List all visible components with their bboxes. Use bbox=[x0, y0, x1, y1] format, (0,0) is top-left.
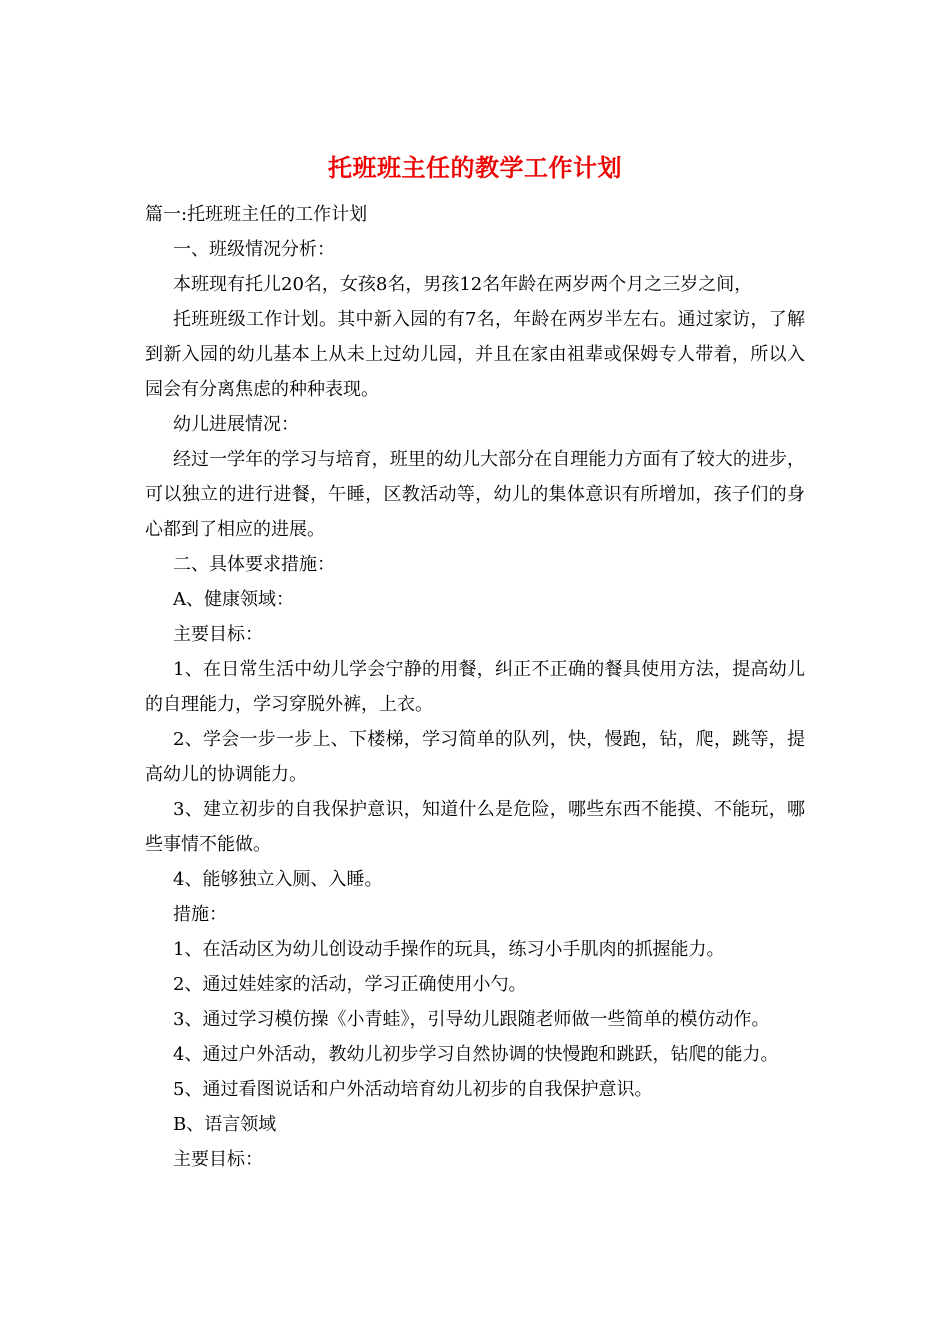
paragraph: 1、在活动区为幼儿创设动手操作的玩具，练习小手肌肉的抓握能力。 bbox=[173, 939, 725, 960]
paragraph: 4、能够独立入厕、入睡。 bbox=[173, 869, 383, 890]
paragraph: 主要目标： bbox=[173, 1149, 263, 1170]
paragraph: 一、班级情况分析： bbox=[173, 239, 335, 260]
paragraph: 3、建立初步的自我保护意识，知道什么是危险，哪些东西不能摸、不能玩，哪些事情不能做。 bbox=[145, 799, 805, 855]
paragraph: 篇一:托班班主任的工作计划 bbox=[145, 204, 368, 225]
document-title: 托班班主任的教学工作计划 bbox=[328, 153, 622, 182]
paragraph: 2、学会一步一步上、下楼梯，学习简单的队列，快，慢跑，钻，爬，跳等，提高幼儿的协调能力。 bbox=[145, 729, 805, 785]
paragraph: B、语言领域 bbox=[173, 1114, 277, 1135]
paragraph: 托班班级工作计划。其中新入园的有7名，年龄在两岁半左右。通过家访，了解到新入园的幼儿基本上从未上过幼儿园，并且在家由祖辈或保姆专人带着，所以入园会有分离焦虑的种种表现。 bbox=[145, 309, 805, 400]
paragraph: 本班现有托儿20名，女孩8名，男孩12名年龄在两岁两个月之三岁之间， bbox=[173, 274, 753, 295]
paragraph: 幼儿进展情况： bbox=[173, 414, 299, 435]
paragraph: 2、通过娃娃家的活动，学习正确使用小勺。 bbox=[173, 974, 527, 995]
paragraph: 1、在日常生活中幼儿学会宁静的用餐，纠正不正确的餐具使用方法，提高幼儿的自理能力，学习穿脱外裤，上衣。 bbox=[145, 659, 805, 715]
document-body bbox=[145, 197, 805, 1177]
paragraph: 主要目标： bbox=[173, 624, 263, 645]
paragraph: 经过一学年的学习与培育，班里的幼儿大部分在自理能力方面有了较大的进步，可以独立的进行进餐，午睡，区教活动等，幼儿的集体意识有所增加，孩子们的身心都到了相应的进展。 bbox=[145, 449, 805, 540]
paragraph: 5、通过看图说话和户外活动培育幼儿初步的自我保护意识。 bbox=[173, 1079, 653, 1100]
paragraph: A、健康领域： bbox=[173, 589, 294, 610]
paragraph: 二、具体要求措施： bbox=[173, 554, 335, 575]
paragraph: 3、通过学习模仿操《小青蛙》，引导幼儿跟随老师做一些简单的模仿动作。 bbox=[173, 1009, 770, 1030]
paragraph: 措施： bbox=[173, 904, 227, 925]
paragraph: 4、通过户外活动，教幼儿初步学习自然协调的快慢跑和跳跃，钻爬的能力。 bbox=[173, 1044, 779, 1065]
